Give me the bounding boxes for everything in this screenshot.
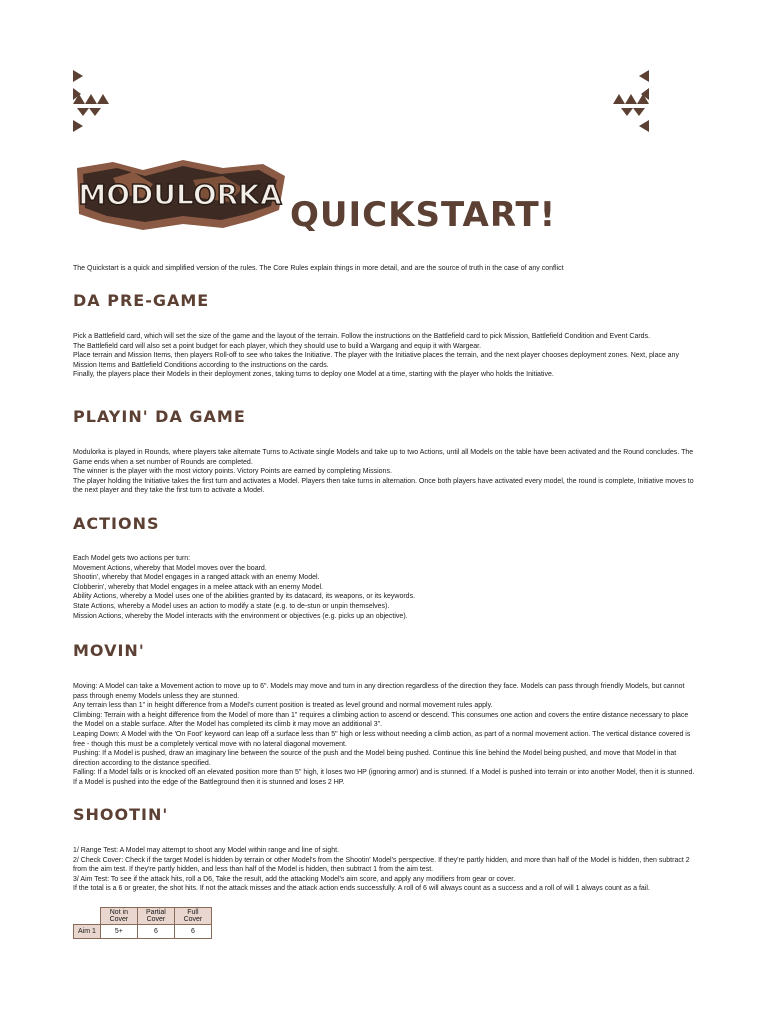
section-body-playin-da-game [73,448,698,496]
table-cell: 6 [137,925,174,939]
table-header-cell: Not in Cover [100,908,137,925]
table-corner-cell [74,908,101,925]
intro-text: The Quickstart is a quick and simplified version of the rules. The Core Rules explain things in more detail, and are the source of truth in the case of any conflict [73,265,564,272]
corner-ornament-right-icon [613,70,649,140]
table-cell: 5+ [100,925,137,939]
text-line: Place terrain and Mission Items, then players Roll-off to see who takes the Initiative. The player with the Initiative places the terrain, and the next player chooses deployment zones. Next, place any Mission Items and Battlefield Conditions according to the instructions on the cards. [73,352,679,369]
text-line: Modulorka is played in Rounds, where players take alternate Turns to Activate single Models and take up to two Actions, until all Models on the table have been activated and the Round concludes. The Game ends when a set number of Rounds are completed. [73,449,694,466]
page-title: QUICKSTART! [290,195,557,235]
text-line: Climbing: Terrain with a height difference from the Model of more than 1" requires a climbing action to ascend or descend. This consumes one action and covers the entire distance necessary to place the Model on a stable surface. After the Model has completed its climb it may move an additional 3". [73,711,689,729]
table-header-row [74,908,212,925]
text-line: Finally, the players place their Models in their deployment zones, taking turns to deploy one Model at a time, starting with the player who holds the Initiative. [73,371,554,379]
section-body-pre-game [73,332,698,380]
section-heading-actions: ACTIONS [73,514,160,533]
text-line: Any terrain less than 1" in height difference from a Model's current position is treated as level ground and normal movement rules apply. [73,702,493,710]
table-header-cell: Full Cover [174,908,211,925]
text-line: Mission Actions, whereby the Model interacts with the environment or objectives (e.g. picks up an objective). [73,612,408,620]
text-line: Moving: A Model can take a Movement action to move up to 6". Models may move and turn in any direction regardless of the direction they face. Models can pass through friendly Models, but cannot pass through enemy Models unless they are stunned. [73,683,685,700]
text-line: Each Model gets two actions per turn: [73,555,191,562]
corner-ornament-left-icon [73,70,109,140]
table-row-label: Aim 1 [74,925,101,939]
text-line: Leaping Down: A Model with the 'On Foot' keyword can leap off a surface less than 5" high or less without needing a climb action, as part of a normal movement action. The vertical distance covered is free - though this must be a completely vertical move with no lateral diagonal movement. [73,730,691,748]
section-heading-playin-da-game: PLAYIN' DA GAME [73,407,246,426]
section-body-actions [73,554,698,621]
text-line: The winner is the player with the most victory points. Victory Points are earned by completing Missions. [73,468,392,476]
text-line: If the total is a 6 or greater, the shot hits. If not the attack misses and the attack action ends successfully. A roll of 6 will always count as a success and a roll of will 1 always count as a fail. [73,885,650,893]
text-line: 1/ Range Test: A Model may attempt to shoot any Model within range and line of sight. [73,847,340,854]
section-heading-pre-game: DA PRE-GAME [73,291,210,310]
text-line: 3/ Aim Test: To see if the attack hits, roll a D6, Take the result, add the attacking Model's aim score, and apply any modifiers from gear or cover. [73,875,516,883]
section-heading-shootin: SHOOTIN' [73,805,169,824]
section-heading-movin: MOVIN' [73,641,145,660]
table-header-cell: Partial Cover [137,908,174,925]
modulorka-logo [73,158,288,232]
text-line: Shootin', whereby that Model engages in a ranged attack with an enemy Model. [73,574,320,582]
svg-text:MODULORKA: MODULORKA [78,178,282,211]
text-line: Ability Actions, whereby a Model uses one of the abilities granted by its datacard, its weapons, or its keywords. [73,593,416,601]
text-line: The player holding the Initiative takes the first turn and activates a Model. Players then take turns in alternation. Once both players have activated every model, the round is complete, Initiative moves to the next player and they take the first turn to activate a Model. [73,477,694,495]
section-body-movin [73,682,698,788]
text-line: Movement Actions, whereby that Model moves over the board. [73,564,267,572]
text-line: Pick a Battlefield card, which will set the size of the game and the layout of the terrain. Follow the instructions on the Battlefield card to pick Mission, Battlefield Condition and Event Cards. [73,333,651,340]
section-body-shootin [73,846,698,894]
text-line: Falling: If a Model falls or is knocked off an elevated position more than 5" high, it loses two HP (ignoring armor) and is stunned. If a Model is pushed into terrain or into another Model, then it is stunned. If a Model is pushed into the edge of the Battleground then it is stunned and loses 2 HP. [73,769,695,786]
table-cell: 6 [174,925,211,939]
text-line: State Actions, whereby a Model uses an action to modify a state (e.g. to de-stun or unpin themselves). [73,602,390,610]
aim-table [73,907,212,939]
text-line: 2/ Check Cover: Check if the target Model is hidden by terrain or other Model's from the Shootin' Model's perspective. If they're partly hidden, and more than half of the Model is hidden, then subtract 2 from the aim test. If they're partly hidden, and less than half of the Model is hidden, then subtract 1 from the aim test. [73,856,690,874]
table-row [74,925,212,939]
text-line: Clobberin', whereby that Model engages in a melee attack with an enemy Model. [73,583,323,591]
text-line: The Battlefield card will also set a point budget for each player, which they should use to build a Wargang and equip it with Wargear. [73,342,482,350]
text-line: Pushing: If a Model is pushed, draw an imaginary line between the source of the push and the Model being pushed. Continue this line behind the Model being pushed, and move that Model in that direction according to the distance specified. [73,750,677,767]
